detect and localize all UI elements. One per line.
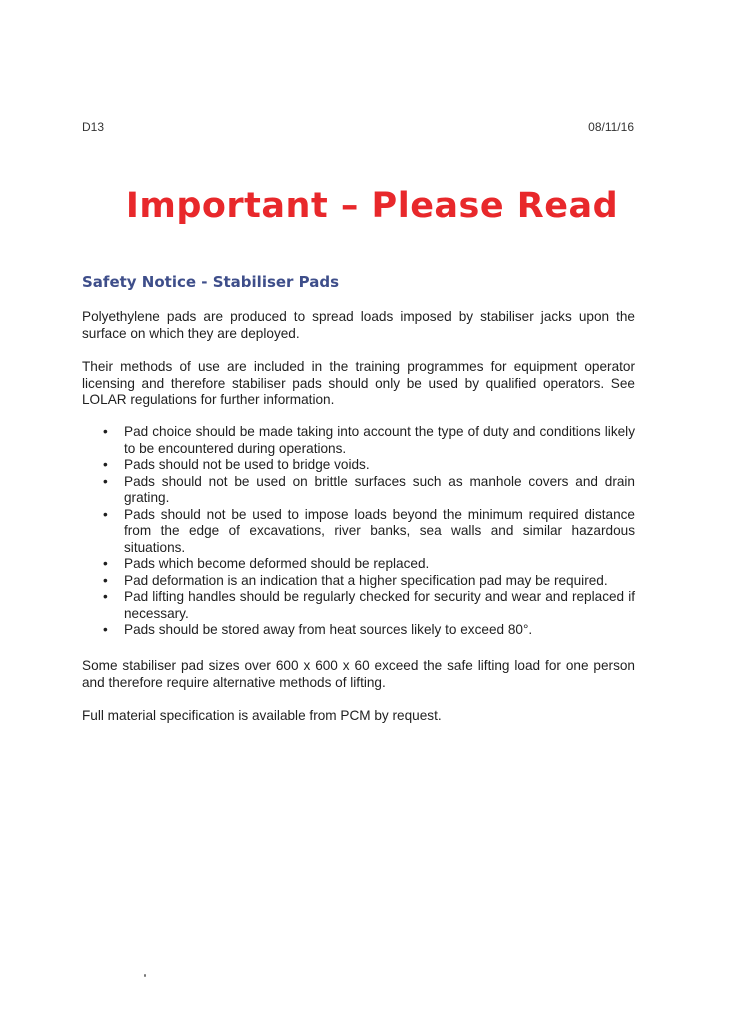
headline: Important – Please Read <box>125 186 619 226</box>
list-item-text: Pads should not be used on brittle surfaces such as manhole covers and drain grating. <box>124 473 635 505</box>
scan-speck <box>144 974 146 977</box>
bullet-icon: • <box>103 622 108 637</box>
list-item-text: Pads should be stored away from heat sources likely to exceed 80°. <box>124 622 533 637</box>
list-item <box>103 589 635 622</box>
bullet-icon: • <box>103 424 108 439</box>
list-item-text: Pad lifting handles should be regularly checked for security and wear and replaced if necessary. <box>124 589 635 621</box>
document-reference: D13 <box>82 120 105 134</box>
list-item <box>103 572 635 590</box>
list-item-text: Pads which become deformed should be replaced. <box>124 556 430 571</box>
list-item <box>103 424 635 457</box>
list-item <box>103 622 635 639</box>
list-item-text: Pads should not be used to impose loads beyond the minimum required distance from the edge of excavations, river banks, sea walls and similar hazardous situations. <box>124 506 635 555</box>
bullet-icon: • <box>103 556 108 571</box>
bullet-icon: • <box>103 572 108 588</box>
list-item-text: Pads should not be used to bridge voids. <box>124 457 370 472</box>
list-item-text: Pad choice should be made taking into account the type of duty and conditions likely to be encountered during operations. <box>124 424 635 456</box>
list-item <box>103 506 635 557</box>
bullet-icon: • <box>103 589 108 604</box>
notice-title: Safety Notice - Stabiliser Pads <box>82 273 340 291</box>
lifting-paragraph: Some stabiliser pad sizes over 600 x 600 x 60 exceed the safe lifting load for one person and therefore require alternative methods of lifting. <box>82 658 635 690</box>
intro-paragraph: Polyethylene pads are produced to spread loads imposed by stabiliser jacks upon the surface on which they are deployed. <box>82 309 635 341</box>
specification-paragraph: Full material specification is available from PCM by request. <box>82 708 442 723</box>
bullet-icon: • <box>103 457 108 472</box>
list-item <box>103 457 635 474</box>
list-item-text: Pad deformation is an indication that a higher specification pad may be required. <box>124 572 608 588</box>
document-date: 08/11/16 <box>588 120 634 134</box>
bullet-icon: • <box>103 473 108 489</box>
usage-paragraph: Their methods of use are included in the training programmes for equipment operator licensing and therefore stabiliser pads should only be used by qualified operators. See LOLAR regulations for further information. <box>82 359 635 407</box>
bullet-icon: • <box>103 506 108 522</box>
list-item <box>103 473 635 507</box>
list-item <box>103 556 635 573</box>
safety-guidelines-list <box>103 424 635 639</box>
